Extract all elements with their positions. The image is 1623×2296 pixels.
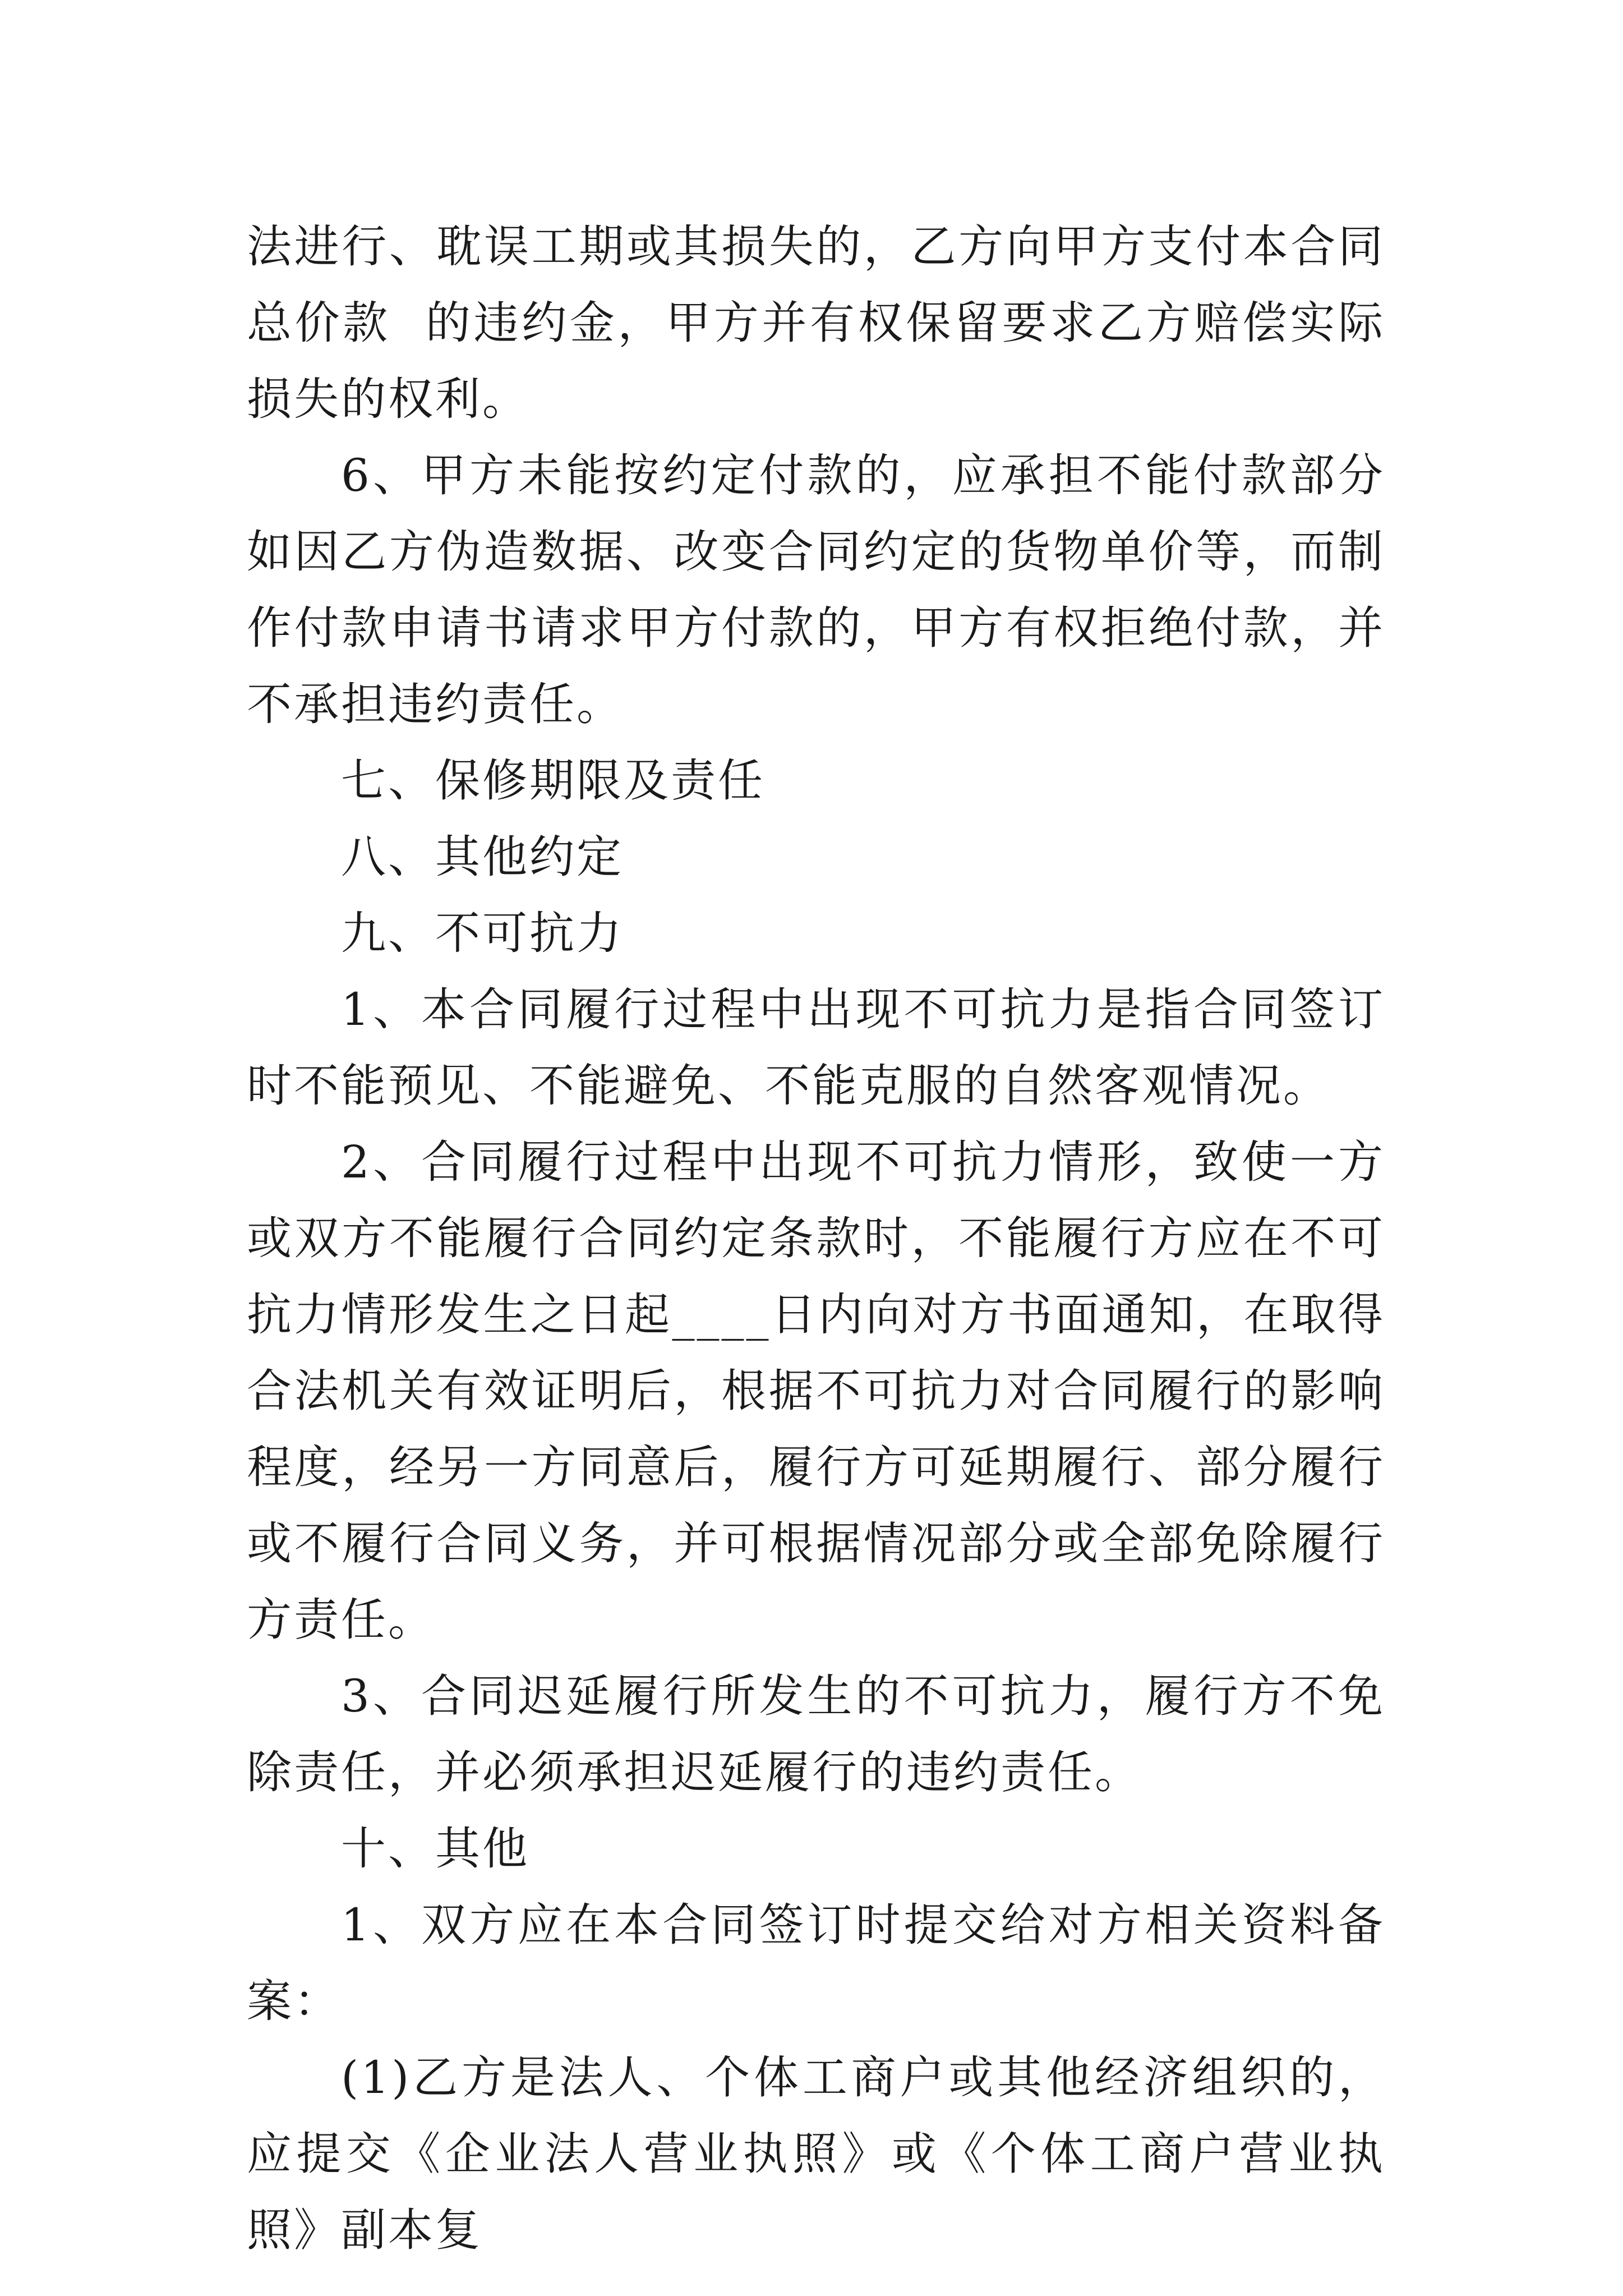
paragraph-penalty-continuation: 法进行、耽误工期或其损失的，乙方向甲方支付本合同总价款 的违约金，甲方并有权保留要求乙方赔偿实际损失的权利。 [247,220,1385,425]
heading-force-majeure: 九、不可抗力 [341,907,624,959]
heading-warranty: 七、保修期限及责任 [341,754,765,807]
heading-other: 十、其他 [341,1823,529,1875]
paragraph-other-1: 1、双方应在本合同签订时提交给对方相关资料备案： [247,1899,1385,2027]
paragraph-force-majeure-1: 1、本合同履行过程中出现不可抗力是指合同签订时不能预见、不能避免、不能克服的自然客观情况。 [247,983,1385,1112]
paragraph-other-1-item-1: (1)乙方是法人、个体工商户或其他经济组织的，应提交《企业法人营业执照》或《个体工商户营业执照》副本复 [247,2051,1385,2256]
document-body [247,209,1385,2269]
paragraph-force-majeure-2: 2、合同履行过程中出现不可抗力情形，致使一方或双方不能履行合同约定条款时，不能履行方应在不可抗力情形发生之日起____日内向对方书面通知，在取得合法机关有效证明后，根据不可抗力对合同履行的影响程度，经另一方同意后，履行方可延期履行、部分履行或不履行合同义务，并可根据情况部分或全部免除履行方责任。 [247,1136,1385,1646]
paragraph-force-majeure-3: 3、合同迟延履行所发生的不可抗力，履行方不免除责任，并必须承担迟延履行的违约责任。 [247,1670,1385,1798]
paragraph-clause-6: 6、甲方未能按约定付款的，应承担不能付款部分如因乙方伪造数据、改变合同约定的货物单价等，而制作付款申请书请求甲方付款的，甲方有权拒绝付款，并不承担违约责任。 [247,449,1385,730]
heading-other-agreements: 八、其他约定 [341,831,624,883]
